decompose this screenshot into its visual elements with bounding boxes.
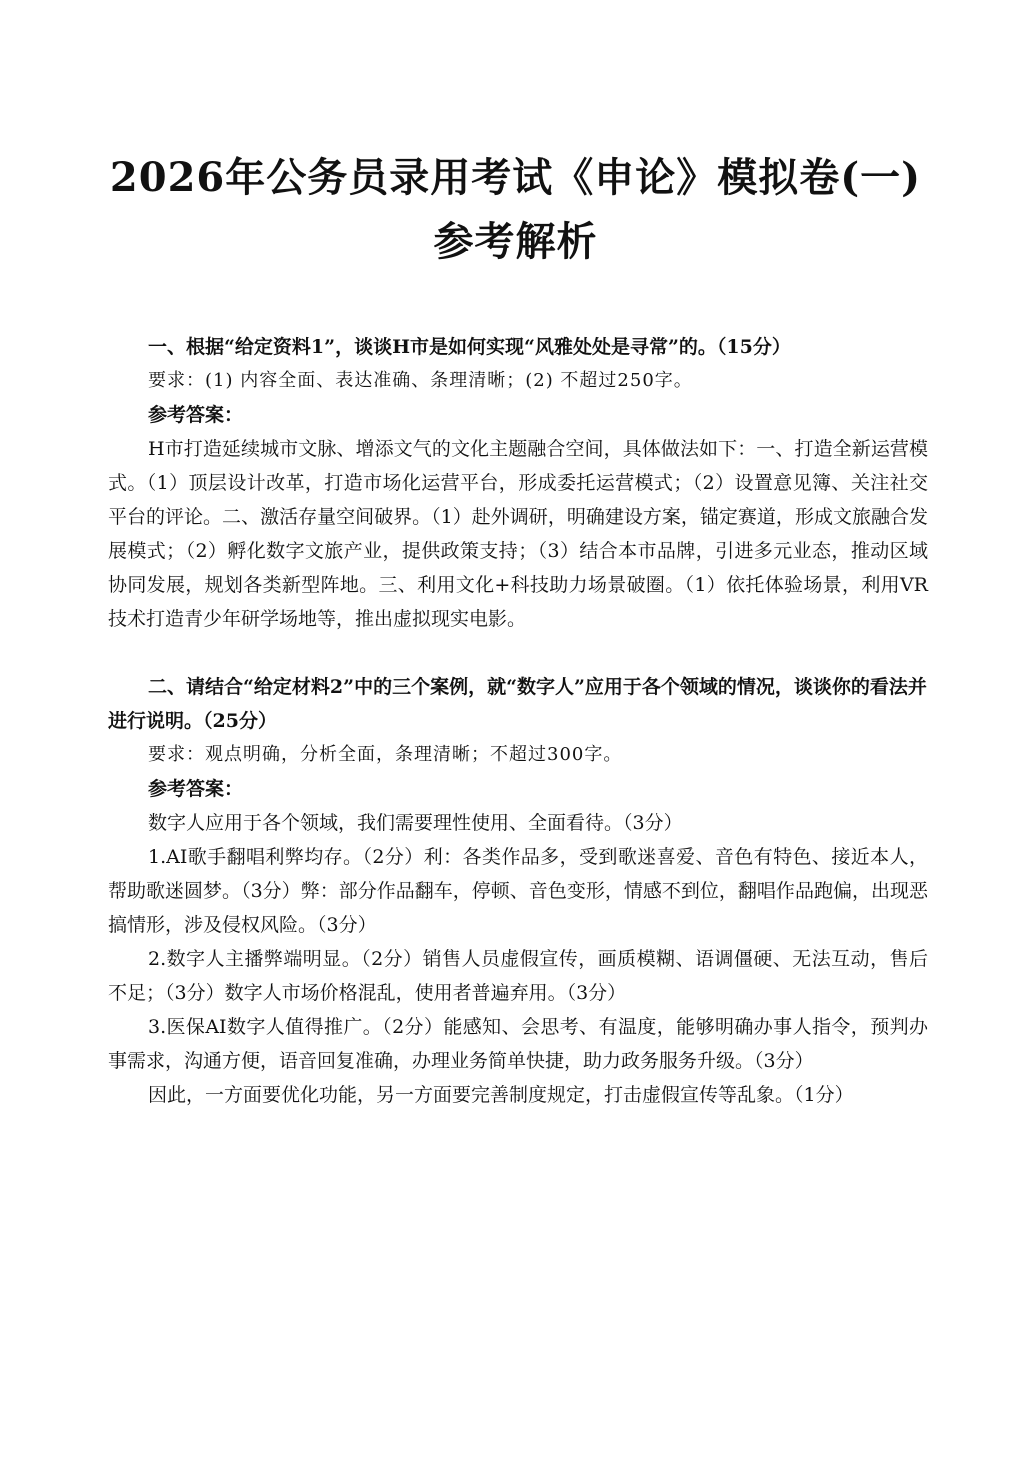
question-2-heading: 二、请结合“给定材料2”中的三个案例，就“数字人”应用于各个领域的情况，谈谈你的看法并进行说明。（25分）: [108, 676, 927, 732]
question-2-answer-paragraph: 3.医保AI数字人值得推广。（2分）能感知、会思考、有温度，能够明确办事人指令，预判办事需求，沟通方便，语音回复准确，办理业务简单快捷，助力政务服务升级。（3分）: [108, 1016, 928, 1072]
question-2-requirement: 要求：观点明确，分析全面，条理清晰；不超过300字。: [148, 744, 623, 765]
section-spacer: [108, 636, 928, 670]
page-subtitle: 参考解析: [433, 218, 598, 265]
question-1-heading: 一、根据“给定资料1”，谈谈H市是如何实现“风雅处处是寻常”的。（15分）: [148, 336, 791, 358]
question-1-answer-label: 参考答案：: [148, 404, 244, 426]
document-body: [108, 330, 928, 1112]
question-2-answer-paragraph: 2.数字人主播弊端明显。（2分）销售人员虚假宣传，画质模糊、语调僵硬、无法互动，售后不足；（3分）数字人市场价格混乱，使用者普遍弃用。（3分）: [108, 948, 928, 1004]
question-1-answer-paragraph: H市打造延续城市文脉、增添文气的文化主题融合空间，具体做法如下：一、打造全新运营模式。（1）顶层设计改革，打造市场化运营平台，形成委托运营模式；（2）设置意见簿、关注社交平台的评论。二、激活存量空间破界。（1）赴外调研，明确建设方案，锚定赛道，形成文旅融合发展模式；（2）孵化数字文旅产业，提供政策支持；（3）结合本市品牌，引进多元业态，推动区域协同发展，规划各类新型阵地。三、利用文化+科技助力场景破圈。（1）依托体验场景，利用VR技术打造青少年研学场地等，推出虚拟现实电影。: [108, 438, 928, 630]
question-2-answer-paragraph: 数字人应用于各个领域，我们需要理性使用、全面看待。（3分）: [148, 812, 683, 834]
page-title: 2026年公务员录用考试《申论》模拟卷(一): [109, 154, 922, 201]
question-1-requirement: 要求：(1) 内容全面、表达准确、条理清晰；(2) 不超过250字。: [148, 370, 693, 391]
question-2-answer-paragraph: 1.AI歌手翻唱利弊均存。（2分）利：各类作品多，受到歌迷喜爱、音色有特色、接近本人，帮助歌迷圆梦。（3分）弊：部分作品翻车，停顿、音色变形，情感不到位，翻唱作品跑偏，出现恶搞情形，涉及侵权风险。（3分）: [108, 846, 928, 936]
question-2-answer-label: 参考答案：: [148, 778, 244, 800]
question-2-answer-paragraph: 因此，一方面要优化功能，另一方面要完善制度规定，打击虚假宣传等乱象。（1分）: [148, 1084, 854, 1106]
